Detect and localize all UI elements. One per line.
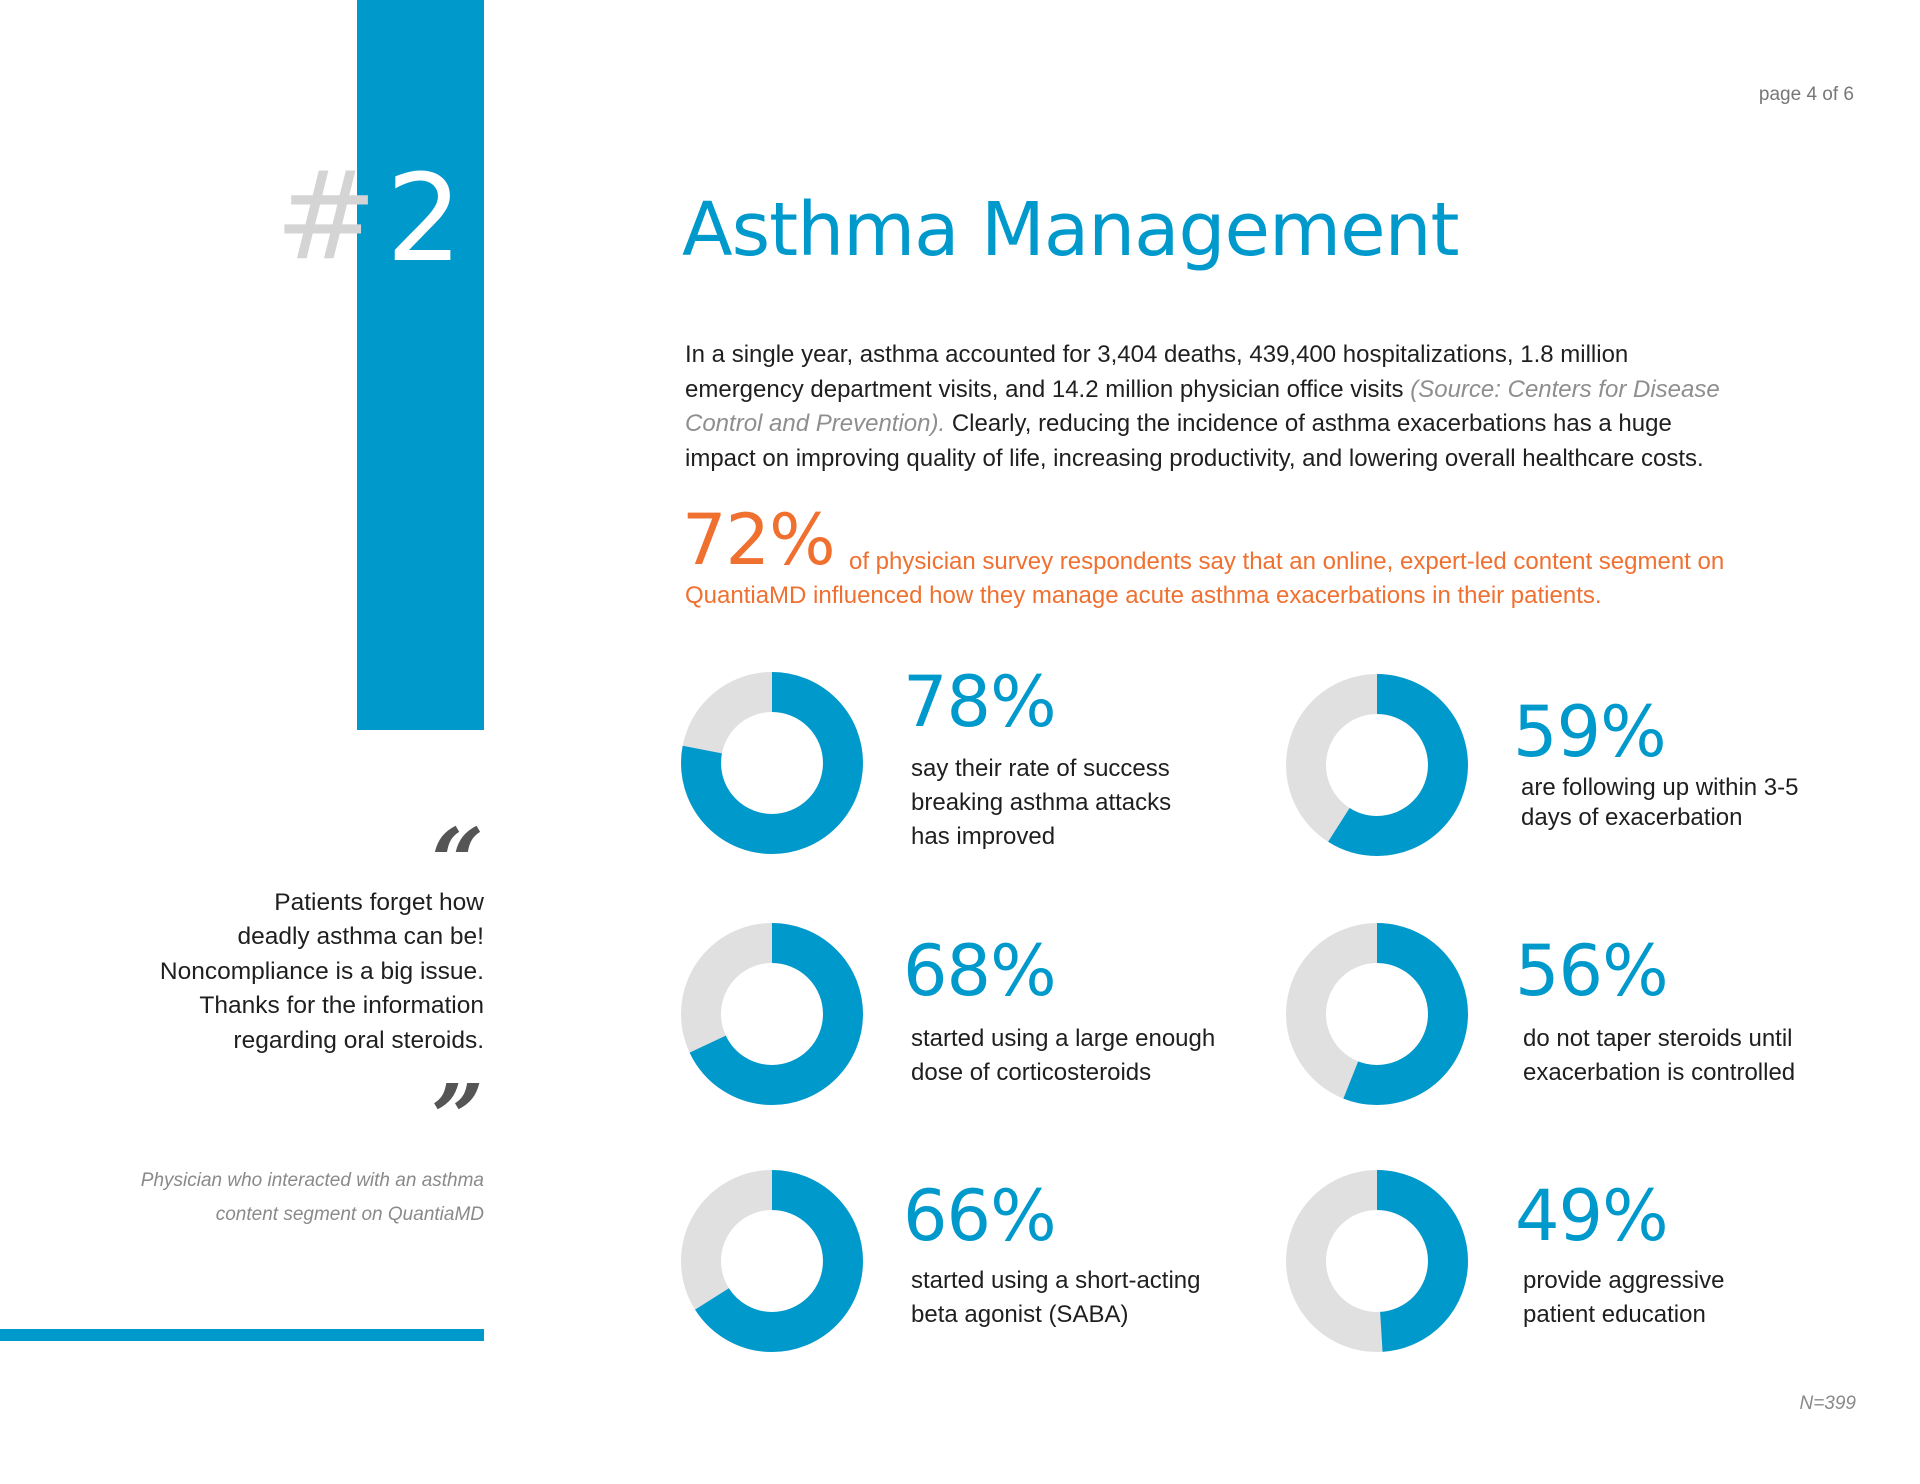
stat-description-line: are following up within 3-5 bbox=[1521, 774, 1799, 801]
stat-description-line: patient education bbox=[1523, 1301, 1706, 1328]
highlight-stat-text: of physician survey respondents say that an online, expert-led content segment on bbox=[849, 548, 1725, 575]
stat-description-line: has improved bbox=[911, 823, 1056, 850]
quote-attribution bbox=[90, 1164, 484, 1232]
stat-description bbox=[911, 1264, 1201, 1332]
stat-description bbox=[911, 752, 1171, 854]
attribution-line: content segment on QuantiaMD bbox=[215, 1204, 484, 1225]
page-title: Asthma Management bbox=[682, 187, 1459, 273]
stat-description-line: days of exacerbation bbox=[1521, 804, 1743, 831]
quote-line: Patients forget how bbox=[274, 889, 484, 916]
donut-chart bbox=[1285, 922, 1469, 1106]
highlight-stat-text: QuantiaMD influenced how they manage acute asthma exacerbations in their patients. bbox=[685, 582, 1602, 609]
donut-chart bbox=[1285, 673, 1469, 857]
donut-chart bbox=[680, 922, 864, 1106]
stat-description-line: started using a short-acting bbox=[911, 1267, 1201, 1294]
section-accent-bar bbox=[357, 0, 484, 730]
stat-value: 66% bbox=[903, 1175, 1056, 1257]
stat-value: 78% bbox=[903, 661, 1056, 743]
section-hash: # bbox=[275, 145, 378, 287]
attribution-line: Physician who interacted with an asthma bbox=[140, 1170, 484, 1191]
stat-description-line: provide aggressive bbox=[1523, 1267, 1725, 1294]
page-number: page 4 of 6 bbox=[1758, 84, 1854, 105]
intro-paragraph bbox=[685, 338, 1885, 476]
sample-size-label: N=399 bbox=[1799, 1393, 1856, 1414]
stat-description-line: beta agonist (SABA) bbox=[911, 1301, 1129, 1328]
stat-description-line: dose of corticosteroids bbox=[911, 1059, 1152, 1086]
intro-text: Clearly, reducing the incidence of asthma exacerbations has a huge bbox=[945, 410, 1672, 438]
stat-description bbox=[911, 1022, 1215, 1090]
testimonial-quote bbox=[90, 886, 484, 1058]
source-citation: Control and Prevention). bbox=[685, 410, 946, 438]
donut-chart bbox=[680, 1169, 864, 1353]
close-quote-icon: ” bbox=[431, 1064, 484, 1172]
donut-chart bbox=[1285, 1169, 1469, 1353]
highlight-stat-value: 72% bbox=[682, 499, 835, 581]
stat-value: 68% bbox=[903, 930, 1056, 1012]
quote-line: Noncompliance is a big issue. bbox=[159, 957, 484, 985]
stat-description-line: say their rate of success bbox=[911, 755, 1170, 782]
stat-description-line: breaking asthma attacks bbox=[911, 789, 1172, 816]
intro-text: emergency department visits, and 14.2 million physician office visits bbox=[685, 375, 1411, 403]
section-number: 2 bbox=[386, 150, 463, 289]
stat-description-line: started using a large enough bbox=[911, 1025, 1216, 1052]
open-quote-icon: “ bbox=[431, 808, 484, 916]
stat-value: 59% bbox=[1513, 691, 1666, 773]
intro-line bbox=[685, 407, 1885, 442]
source-citation: (Source: Centers for Disease bbox=[1410, 375, 1720, 403]
donut-chart bbox=[680, 671, 864, 855]
stat-description-line: do not taper steroids until bbox=[1523, 1025, 1793, 1052]
intro-line: impact on improving quality of life, increasing productivity, and lowering overall healthcare costs. bbox=[685, 444, 1704, 472]
quote-line: deadly asthma can be! bbox=[237, 923, 484, 951]
intro-line bbox=[685, 373, 1885, 408]
intro-line: In a single year, asthma accounted for 3,404 deaths, 439,400 hospitalizations, 1.8 million bbox=[685, 341, 1629, 368]
stat-description bbox=[1523, 1022, 1795, 1090]
stat-description-line: exacerbation is controlled bbox=[1523, 1059, 1796, 1086]
stat-description bbox=[1523, 1264, 1724, 1332]
stat-value: 49% bbox=[1515, 1175, 1668, 1257]
bottom-accent-rule bbox=[0, 1329, 484, 1341]
quote-line: regarding oral steroids. bbox=[233, 1026, 484, 1054]
stat-description bbox=[1521, 773, 1799, 833]
stat-value: 56% bbox=[1515, 930, 1668, 1012]
quote-line: Thanks for the information bbox=[199, 992, 484, 1020]
